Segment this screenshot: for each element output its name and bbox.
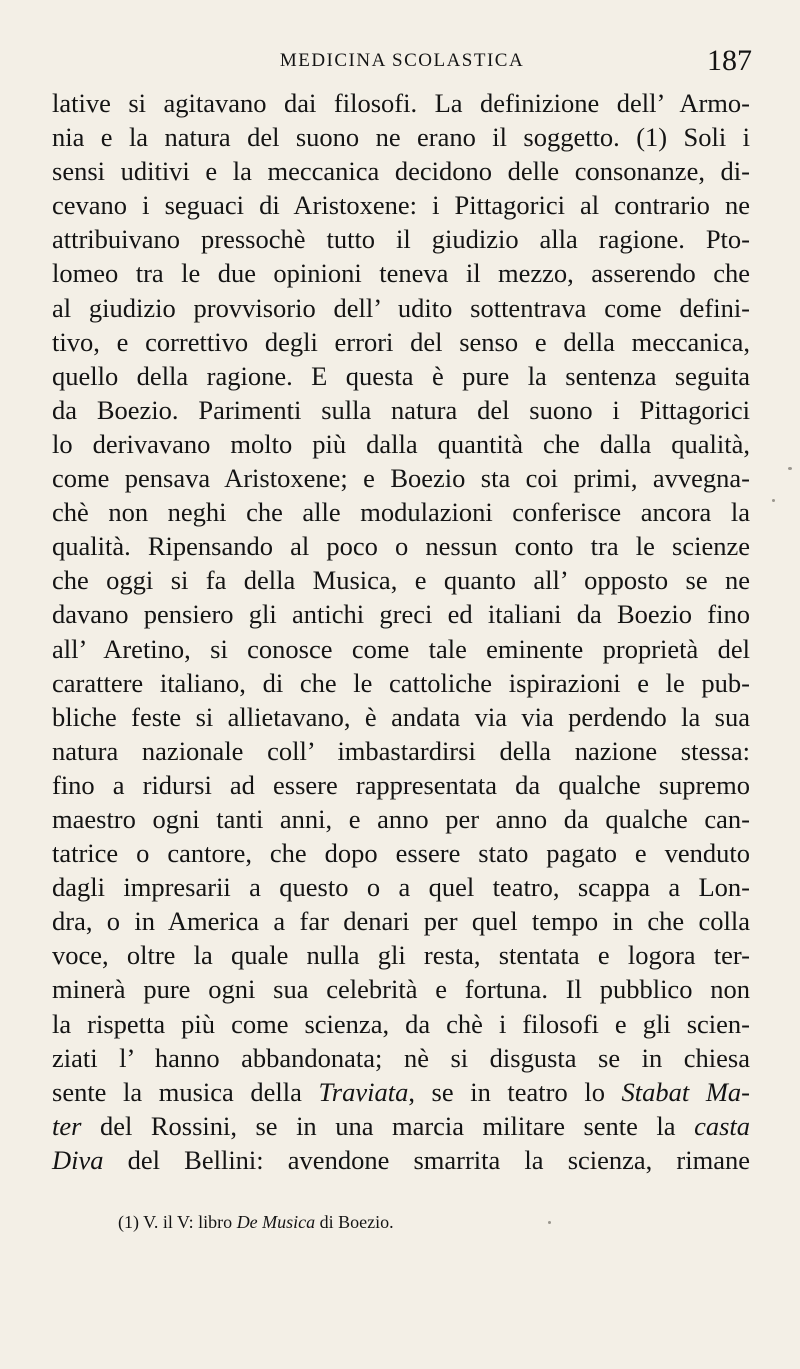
text-line: lo derivavano molto più dalla quantità che dalla qualità, (52, 428, 750, 459)
text-line: lative si agitavano dai filosofi. La definizione dell’ Armo- (52, 88, 750, 118)
text-line: quello della ragione. E questa è pure la sentenza seguita (52, 360, 750, 391)
ink-speck (788, 467, 792, 470)
text-segment: , se in teatro lo (408, 1076, 622, 1107)
text-line: chè non neghi che alle modulazioni conferisce ancora la (52, 497, 750, 528)
italic-title: Stabat Ma- (621, 1076, 750, 1107)
italic-title: ter (52, 1110, 82, 1141)
text-line: carattere italiano, di che le cattoliche ispirazioni e le pub- (52, 667, 750, 698)
running-title: MEDICINA SCOLASTICA (279, 50, 525, 71)
footnote-text: di Boezio. (315, 1212, 394, 1232)
text-line: che oggi si fa della Musica, e quanto all’ opposto se ne (52, 565, 750, 596)
text-line: sensi uditivi e la meccanica decidono delle consonanze, di- (52, 156, 750, 187)
text-line: al giudizio provvisorio dell’ udito sottentrava come defini- (52, 292, 750, 323)
text-line: maestro ogni tanti anni, e anno per anno da qualche can- (52, 803, 750, 834)
italic-title: Diva (52, 1144, 104, 1175)
text-line: nia e la natura del suono ne erano il soggetto. (1) Soli i (52, 122, 750, 153)
text-line (52, 1109, 750, 1143)
text-line: tivo, e correttivo degli errori del senso e della meccanica, (52, 326, 750, 357)
text-line: dagli impresarii a questo o a quel teatro, scappa a Lon- (52, 872, 750, 903)
text-line: dra, o in America a far denari per quel tempo in che colla (52, 906, 750, 937)
page-number: 187 (707, 44, 752, 77)
body-text (52, 86, 750, 1177)
text-line: natura nazionale coll’ imbastardirsi della nazione stessa: (52, 735, 750, 766)
text-line: tatrice o cantore, che dopo essere stato pagato e venduto (52, 838, 750, 869)
text-line: bliche feste si allietavano, è andata via via perdendo la sua (52, 701, 750, 732)
italic-title: casta (694, 1110, 750, 1141)
text-line: la rispetta più come scienza, da chè i filosofi e gli scien- (52, 1008, 750, 1039)
text-line: come pensava Aristoxene; e Boezio sta coi primi, avvegna- (52, 463, 750, 494)
text-line (52, 1143, 750, 1177)
text-line: all’ Aretino, si conosce come tale eminente proprietà del (52, 633, 750, 664)
text-line: davano pensiero gli antichi greci ed italiani da Boezio fino (52, 599, 750, 630)
text-line: qualità. Ripensando al poco o nessun conto tra le scienze (52, 531, 750, 562)
footnote (118, 1212, 394, 1233)
text-segment: sente la musica della (52, 1076, 319, 1107)
text-line: lomeo tra le due opinioni teneva il mezzo, asserendo che (52, 258, 750, 289)
text-segment: del Rossini, se in una marcia militare sente la (81, 1110, 695, 1141)
text-line (52, 1075, 750, 1109)
text-segment: del Bellini: avendone smarrita la scienza, rimane (103, 1144, 750, 1175)
footnote-italic: De Musica (236, 1212, 316, 1232)
ink-speck (548, 1221, 551, 1224)
text-line: fino a ridursi ad essere rappresentata da qualche supremo (52, 769, 750, 800)
text-line: minerà pure ogni sua celebrità e fortuna. Il pubblico non (52, 974, 750, 1005)
italic-title: Traviata (318, 1076, 409, 1107)
text-line: attribuivano pressochè tutto il giudizio alla ragione. Pto- (52, 224, 750, 255)
text-line: ziati l’ hanno abbandonata; nè si disgusta se in chiesa (52, 1042, 750, 1073)
text-line: da Boezio. Parimenti sulla natura del suono i Pittagorici (52, 394, 750, 425)
text-line: cevano i seguaci di Aristoxene: i Pittagorici al contrario ne (52, 190, 750, 221)
footnote-text: (1) V. il V: libro (118, 1212, 237, 1232)
page-header (52, 44, 752, 84)
ink-speck (772, 499, 775, 502)
text-line: voce, oltre la quale nulla gli resta, stentata e logora ter- (52, 940, 750, 971)
